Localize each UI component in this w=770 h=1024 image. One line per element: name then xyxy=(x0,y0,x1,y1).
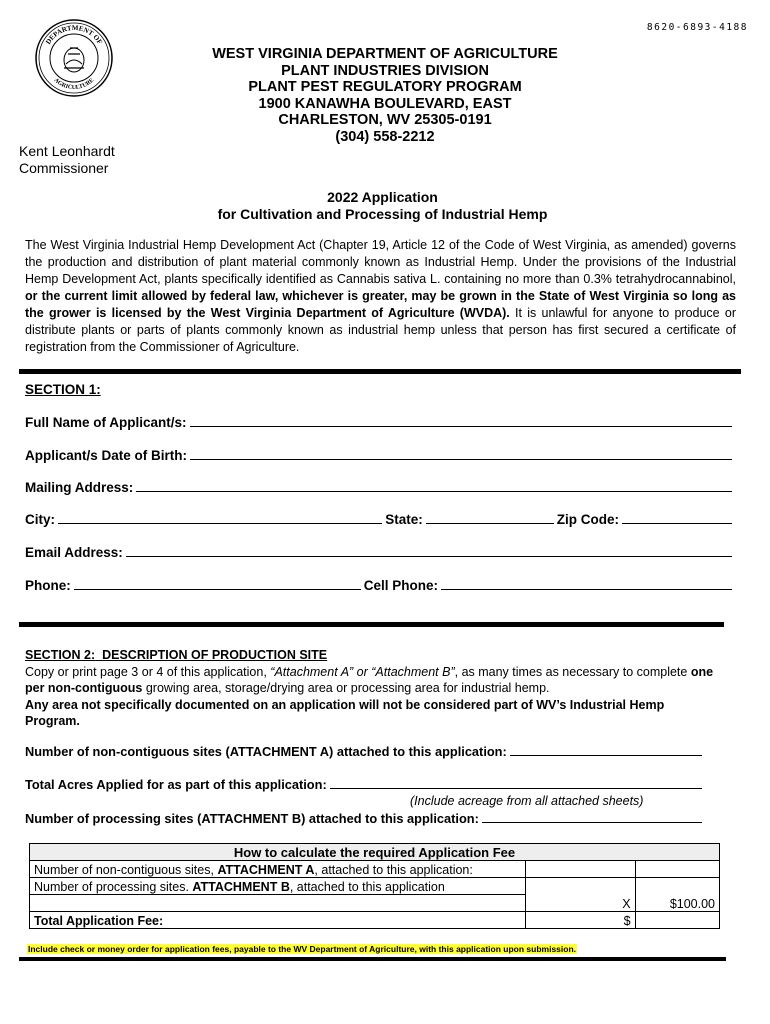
sites-b-input[interactable] xyxy=(482,810,702,823)
row2-spacer xyxy=(30,895,526,912)
multiply-sign: X xyxy=(622,897,631,911)
header-line: PLANT INDUSTRIES DIVISION xyxy=(281,62,489,79)
p1-text: Copy or print page 3 or 4 of this application, xyxy=(25,664,271,679)
cell-bold: ATTACHMENT A xyxy=(217,863,315,877)
city-label: City: xyxy=(25,512,55,527)
section2-title: DESCRIPTION OF PRODUCTION SITE xyxy=(102,648,328,662)
full-name-field[interactable] xyxy=(25,414,735,430)
table-row xyxy=(30,844,720,861)
sites-b-label: Number of processing sites (ATTACHMENT B) attached to this application: xyxy=(25,811,479,826)
total-label: Total Application Fee: xyxy=(30,912,526,929)
p1-italic: “Attachment A” or “Attachment B” xyxy=(270,664,455,679)
section2-heading xyxy=(25,647,715,664)
dob-field[interactable] xyxy=(25,447,735,463)
table-row xyxy=(30,878,720,895)
table-header: How to calculate the required Application Fee xyxy=(30,844,720,861)
cell-label: Cell Phone: xyxy=(363,578,439,593)
commissioner-block xyxy=(19,143,115,176)
cell-text: Number of processing sites. xyxy=(34,880,193,894)
commissioner-title: Commissioner xyxy=(19,159,109,176)
cell-input[interactable] xyxy=(441,577,732,590)
application-title xyxy=(150,189,615,223)
email-field[interactable] xyxy=(25,544,735,560)
header-line: 1900 KANAWHA BOULEVARD, EAST xyxy=(258,95,512,112)
sites-a-field[interactable] xyxy=(25,743,705,759)
section1-label: SECTION 1: xyxy=(25,382,101,397)
city-input[interactable] xyxy=(58,511,382,524)
zip-input[interactable] xyxy=(622,511,732,524)
section2-intro xyxy=(25,647,715,730)
sites-b-field[interactable] xyxy=(25,810,705,826)
dob-label: Applicant/s Date of Birth: xyxy=(25,448,188,463)
dob-input[interactable] xyxy=(190,447,732,460)
header-line: (304) 558-2212 xyxy=(335,128,435,145)
row1-extra xyxy=(635,861,719,878)
section2-paragraph xyxy=(25,664,715,697)
email-input[interactable] xyxy=(126,544,732,557)
sites-a-label: Number of non-contiguous sites (ATTACHMENT A) attached to this application: xyxy=(25,744,507,759)
sites-a-input[interactable] xyxy=(510,743,702,756)
state-label: State: xyxy=(385,512,423,527)
table-row xyxy=(30,912,720,929)
fee-amount: $100.00 xyxy=(635,878,719,912)
intro-paragraph xyxy=(25,237,736,356)
phone-row xyxy=(25,577,735,593)
row1-input[interactable] xyxy=(526,861,635,878)
phone-label: Phone: xyxy=(25,578,71,593)
section-divider xyxy=(19,369,741,374)
acres-field[interactable] xyxy=(25,776,705,792)
p1-text-b: , as many times as necessary to complete xyxy=(454,664,691,679)
section2-label: SECTION 2: xyxy=(25,648,96,662)
city-state-zip-row xyxy=(25,511,735,527)
p1-text-c: growing area, storage/drying area or processing area for industrial hemp. xyxy=(142,681,550,695)
section-divider xyxy=(19,622,724,627)
p1-bold: one per non-contiguous xyxy=(25,664,714,695)
agency-header xyxy=(150,46,620,145)
document-id: 8620-6893-4188 xyxy=(646,22,748,33)
full-name-label: Full Name of Applicant/s: xyxy=(25,415,187,430)
payment-note: Include check or money order for application fees, payable to the WV Department of Agriculture, with this application upon submission. xyxy=(28,944,577,954)
state-input[interactable] xyxy=(426,511,554,524)
bottom-divider xyxy=(19,957,726,961)
commissioner-name: Kent Leonhardt xyxy=(19,143,115,159)
cell-text: , attached to this application: xyxy=(314,863,473,877)
mailing-address-field[interactable] xyxy=(25,479,735,495)
svg-text:DEPARTMENT OF: DEPARTMENT OF xyxy=(44,23,104,46)
section2-warning: Any area not specifically documented on an application will not be considered part of WV’s Industrial Hemp Program. xyxy=(25,697,665,728)
intro-text-end: It is unlawful for anyone to produce or distribute plants or parts of plants commonly known as industrial hemp unless that person has first secured a certificate of registration from the Commissioner of Agriculture. xyxy=(25,306,736,354)
total-dollar: $ xyxy=(526,912,635,929)
department-seal xyxy=(34,18,114,98)
title-line: 2022 Application xyxy=(327,189,438,205)
zip-label: Zip Code: xyxy=(556,512,619,527)
acres-input[interactable] xyxy=(330,776,702,789)
fee-calculation-table xyxy=(29,843,720,929)
svg-text:AGRICULTURE: AGRICULTURE xyxy=(52,77,96,92)
total-input[interactable] xyxy=(635,912,719,929)
header-line: WEST VIRGINIA DEPARTMENT OF AGRICULTURE xyxy=(212,46,558,62)
header-line: CHARLESTON, WV 25305-0191 xyxy=(278,112,492,128)
acres-label: Total Acres Applied for as part of this application: xyxy=(25,777,327,792)
row2-input[interactable] xyxy=(526,878,635,912)
cell-text: Number of non-contiguous sites, xyxy=(34,863,218,877)
cell-bold: ATTACHMENT B xyxy=(192,880,290,894)
phone-input[interactable] xyxy=(74,577,361,590)
intro-bold-text: or the current limit allowed by federal law, whichever is greater, may be grown in the State of West Virginia so long as the grower is licensed by the West Virginia Department of Agriculture (WVDA). xyxy=(25,289,736,320)
cell-text: , attached to this application xyxy=(289,880,445,894)
subtitle-line: for Cultivation and Processing of Industrial Hemp xyxy=(217,206,548,222)
full-name-input[interactable] xyxy=(190,414,732,427)
email-label: Email Address: xyxy=(25,545,123,560)
row2-label xyxy=(30,878,526,895)
table-row xyxy=(30,861,720,878)
mailing-label: Mailing Address: xyxy=(25,480,134,495)
header-line: PLANT PEST REGULATORY PROGRAM xyxy=(248,79,522,95)
intro-text: The West Virginia Industrial Hemp Development Act (Chapter 19, Article 12 of the Code of West Virginia, as amended) governs the production and distribution of plant material commonly known as Industrial Hemp. Under the provisions of the Industrial Hemp Development Act, plants specifically identified as Cannabis sativa L. containing no more than 0.3% tetrahydrocannabinol, xyxy=(25,238,736,286)
acres-note: (Include acreage from all attached sheets) xyxy=(410,794,644,808)
mailing-input[interactable] xyxy=(136,479,732,492)
row1-label xyxy=(30,861,526,878)
